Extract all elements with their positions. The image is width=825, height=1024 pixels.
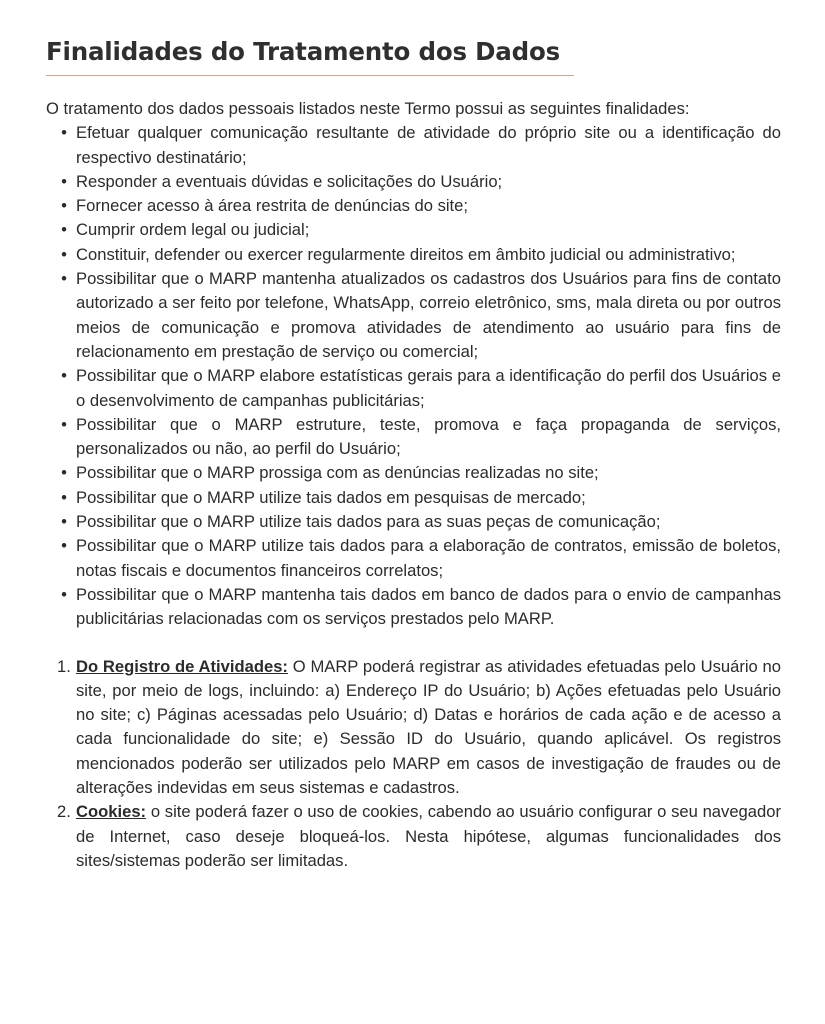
list-item-text: Efetuar qualquer comunicação resultante de atividade do próprio site ou a identificação do respectivo destinatário; — [76, 123, 781, 167]
list-item — [61, 510, 781, 534]
list-item — [61, 243, 781, 267]
numbered-clauses-list — [46, 655, 781, 874]
list-item-text: Possibilitar que o MARP mantenha atualizados os cadastros dos Usuários para fins de contato autorizado a ser feito por telefone, WhatsApp, correio eletrônico, sms, mala direta ou por outros meios de comunicação e promova atividades de atendimento ao usuário para fins de relacionamento em prestação de serviço ou comercial; — [76, 269, 781, 361]
clause-number: 1. — [57, 656, 71, 676]
list-item-text: Possibilitar que o MARP elabore estatísticas gerais para a identificação do perfil dos Usuários e o desenvolvimento de campanhas publicitárias; — [76, 366, 781, 410]
clause-number: 2. — [57, 802, 71, 822]
title-divider — [46, 75, 574, 76]
list-item — [61, 413, 781, 462]
page-title: Finalidades do Tratamento dos Dados — [46, 37, 560, 66]
list-item-text: Possibilitar que o MARP estruture, teste, promova e faça propaganda de serviços, personalizados ou não, ao perfil do Usuário; — [76, 414, 781, 459]
clause-text: o site poderá fazer o uso de cookies, cabendo ao usuário configurar o seu navegador de Internet, caso deseje bloqueá-los. Nesta hipótese, algumas funcionalidades dos sites/sistemas poderão ser limitadas. — [76, 802, 781, 870]
list-item-text: Possibilitar que o MARP utilize tais dados para as suas peças de comunicação; — [76, 512, 661, 532]
list-item — [61, 534, 781, 583]
bullet-icon: • — [61, 414, 67, 434]
bullet-icon: • — [61, 244, 67, 264]
list-item-text: Constituir, defender ou exercer regularmente direitos em âmbito judicial ou administrativo; — [76, 244, 736, 264]
purposes-list — [46, 121, 781, 631]
intro-paragraph: O tratamento dos dados pessoais listados neste Termo possui as seguintes finalidades: — [46, 99, 690, 118]
bullet-icon: • — [61, 512, 67, 532]
bullet-icon: • — [61, 584, 67, 604]
bullet-icon: • — [61, 536, 67, 556]
list-item — [61, 267, 781, 364]
list-item-text: Cumprir ordem legal ou judicial; — [76, 220, 310, 240]
numbered-clause — [57, 800, 781, 873]
bullet-icon: • — [61, 463, 67, 483]
numbered-clause — [57, 655, 781, 801]
list-item-text: Possibilitar que o MARP mantenha tais dados em banco de dados para o envio de campanhas publicitárias relacionadas com os serviços prestados pelo MARP. — [76, 584, 781, 629]
list-item — [61, 486, 781, 510]
list-item-text: Possibilitar que o MARP utilize tais dados para a elaboração de contratos, emissão de boletos, notas fiscais e documentos financeiros correlatos; — [76, 536, 781, 580]
list-item — [61, 121, 781, 170]
bullet-icon: • — [61, 269, 67, 289]
list-item — [61, 583, 781, 632]
clause-term: Cookies: — [76, 802, 147, 822]
list-item-text: Fornecer acesso à área restrita de denúncias do site; — [76, 196, 469, 216]
clause-text: O MARP poderá registrar as atividades efetuadas pelo Usuário no site, por meio de logs, incluindo: a) Endereço IP do Usuário; b) Ações efetuadas pelo Usuário no site; c) Páginas acessadas pelo Usuário; d) Datas e horários de cada ação e de acesso a cada funcionalidade do site; e) Sessão ID do Usuário, quando aplicável. Os registros mencionados poderão ser utilizados pelo MARP em casos de investigação de fraudes ou de alterações indevidas em seus sistemas e cadastros. — [76, 656, 781, 798]
list-item — [61, 218, 781, 242]
bullet-icon: • — [61, 196, 67, 216]
list-item-text: Responder a eventuais dúvidas e solicitações do Usuário; — [76, 171, 503, 191]
list-item — [61, 194, 781, 218]
list-item — [61, 364, 781, 413]
bullet-icon: • — [61, 123, 67, 143]
bullet-icon: • — [61, 366, 67, 386]
bullet-icon: • — [61, 171, 67, 191]
bullet-icon: • — [61, 220, 67, 240]
list-item-text: Possibilitar que o MARP prossiga com as denúncias realizadas no site; — [76, 463, 599, 483]
bullet-icon: • — [61, 487, 67, 507]
list-item-text: Possibilitar que o MARP utilize tais dados em pesquisas de mercado; — [76, 487, 586, 507]
list-item — [61, 461, 781, 485]
clause-term: Do Registro de Atividades: — [76, 656, 288, 676]
list-item — [61, 170, 781, 194]
